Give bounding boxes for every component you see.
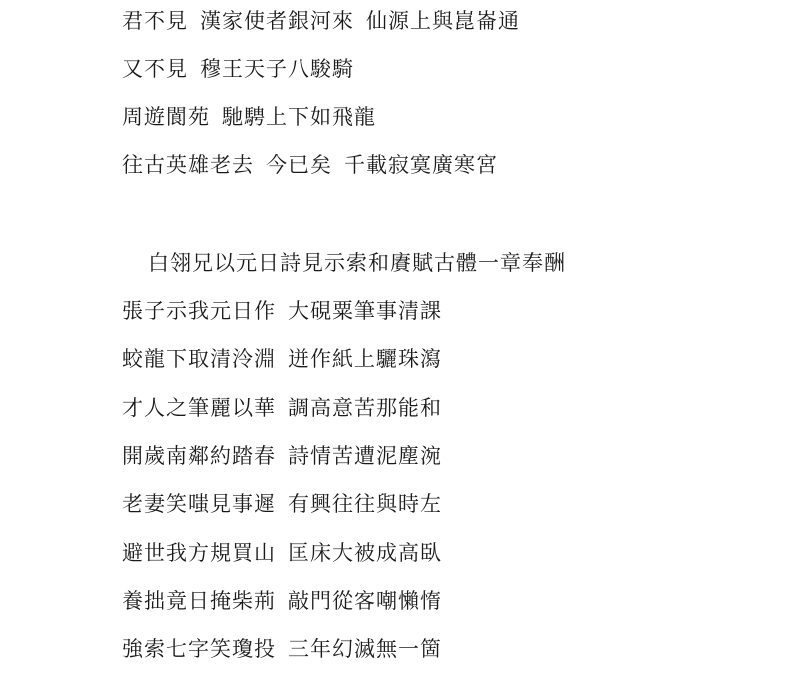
poem-phrase: 今已矣 <box>266 153 332 177</box>
poem-phrase: 避世我方規買山 <box>122 541 276 565</box>
poem-line <box>122 93 376 141</box>
poem-phrase: 又不見 <box>122 57 188 81</box>
poem-phrase: 三年幻滅無一箇 <box>288 637 442 661</box>
poem-phrase: 敲門從客嘲懶惰 <box>288 589 442 613</box>
poem-phrase: 調高意苦那能和 <box>288 396 442 420</box>
poem-line <box>122 577 442 625</box>
poem-line <box>122 141 498 189</box>
poem-phrase: 馳騁上下如飛龍 <box>222 105 376 129</box>
poem-line <box>122 625 442 673</box>
poem-line <box>122 432 442 480</box>
poem-phrase: 迸作紙上驪珠瀉 <box>288 347 442 371</box>
poem-phrase: 大硯粟筆事清課 <box>288 299 442 323</box>
poem-phrase: 詩情苦遭泥塵涴 <box>288 444 442 468</box>
poem-phrase: 開歲南鄰約踏春 <box>122 444 276 468</box>
poem-phrase: 老妻笑嗤見事遲 <box>122 492 276 516</box>
poem-phrase: 千載寂寞廣寒宮 <box>344 153 498 177</box>
poem-phrase: 養拙竟日掩柴荊 <box>122 589 276 613</box>
poem-line <box>122 287 442 335</box>
poem-phrase: 周遊閬苑 <box>122 105 210 129</box>
poem-phrase: 仙源上與崑崙通 <box>366 9 520 33</box>
document-page <box>122 0 782 678</box>
poem-line <box>122 384 442 432</box>
poem-phrase: 穆王天子八駿騎 <box>200 57 354 81</box>
poem-phrase: 往古英雄老去 <box>122 153 254 177</box>
poem-line <box>122 45 354 93</box>
poem-line <box>122 529 442 577</box>
poem-phrase: 張子示我元日作 <box>122 299 276 323</box>
poem-phrase: 蛟龍下取清泠淵 <box>122 347 276 371</box>
poem-phrase: 才人之筆麗以華 <box>122 396 276 420</box>
poem-phrase: 強索七字笑瓊投 <box>122 637 276 661</box>
poem-phrase: 有興往往與時左 <box>288 492 442 516</box>
poem-title: 白翎兄以元日詩見示索和賡賦古體一章奉酬 <box>148 251 566 275</box>
poem-phrase: 匡床大被成高臥 <box>288 541 442 565</box>
poem-phrase: 君不見 <box>122 9 188 33</box>
poem-line <box>122 480 442 528</box>
poem-line <box>122 335 442 383</box>
poem-line <box>122 0 520 45</box>
poem-phrase: 漢家使者銀河來 <box>200 9 354 33</box>
